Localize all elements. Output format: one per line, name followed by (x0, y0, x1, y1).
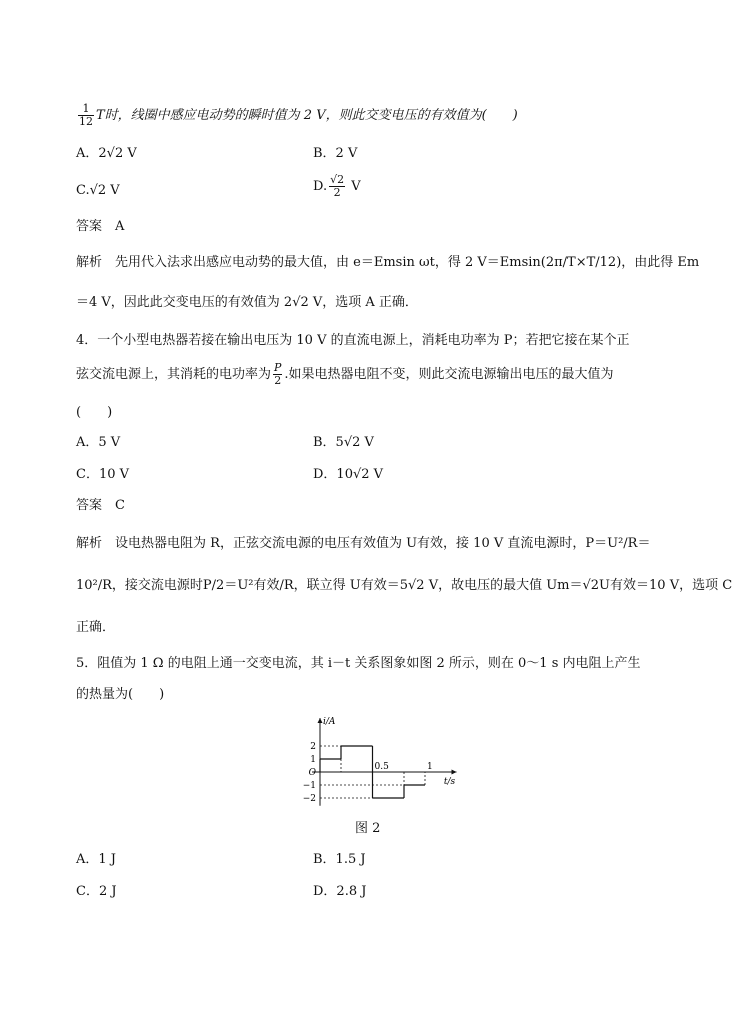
q4-stem-1: 4．一个小型电热器若接在输出电压为 10 V 的直流电源上，消耗电功率为 P；若把它接在某个正 (76, 333, 630, 348)
q3-option-d[interactable]: D. $\frac{√2}{2}$ V (313, 173, 361, 199)
q3-option-a[interactable]: A．2√2 V (76, 146, 137, 161)
q5-option-c[interactable]: C．2 J (76, 884, 117, 899)
q4-option-d[interactable]: D．10√2 V (313, 467, 384, 482)
y-axis-arrow (318, 718, 323, 723)
y-tick-label: −1 (302, 781, 316, 791)
q4-option-c[interactable]: C．10 V (76, 467, 130, 482)
q4-analysis-1: 解析 设电热器电阻为 R，正弦交流电源的电压有效值为 U有效，接 10 V 直流电源时，P＝U²/R＝ (76, 536, 651, 551)
q4-option-a[interactable]: A．5 V (76, 435, 121, 450)
x-axis-label: t/s (443, 777, 456, 787)
q3-fraction: $\frac{1}{12}$ (79, 102, 93, 128)
q5-option-b[interactable]: B．1.5 J (313, 852, 366, 867)
q3-option-c[interactable]: C.√2 V (76, 183, 120, 198)
q3-analysis-2: ＝4 V，因此此交变电压的有效值为 2√2 V，选项 A 正确． (76, 295, 418, 310)
figure-caption: 图 2 (355, 821, 381, 836)
q4-stem-3: ( ) (76, 405, 113, 420)
q3-stem: $\frac{1}{12}$ T时，线圈中感应电动势的瞬时值为 2 V，则此交变电压的有效值为( ) (79, 102, 518, 128)
q3-answer: 答案 A (76, 219, 125, 234)
x-tick-label: 1 (427, 762, 433, 772)
y-tick-label: 1 (310, 755, 316, 765)
q3-option-b[interactable]: B．2 V (313, 146, 358, 161)
graph-axes (303, 717, 457, 806)
q5-stem-1: 5．阻值为 1 Ω 的电阻上通一交变电流，其 i－t 关系图象如图 2 所示，则在 0～1 s 内电阻上产生 (76, 656, 641, 671)
y-tick-label: 2 (310, 742, 316, 752)
q4-stem-2: 弦交流电源上，其消耗的电功率为 $\frac{P}{2}$ .如果电热器电阻不变，则此交流电源输出电压的最大值为 (76, 361, 614, 387)
q5-option-d[interactable]: D．2.8 J (313, 884, 367, 899)
y-axis-label: i/A (323, 717, 336, 727)
x-axis-arrow (452, 770, 457, 775)
q5-stem-2: 的热量为( ) (76, 687, 165, 702)
q3-analysis-1: 解析 先用代入法求出感应电动势的最大值，由 e＝Emsin ωt，得 2 V＝Emsin(2π/T×T/12)，由此得 Em (76, 255, 700, 270)
q5-option-a[interactable]: A．1 J (76, 852, 117, 867)
q4-answer: 答案 C (76, 498, 125, 513)
q4-analysis-3: 正确． (76, 620, 116, 635)
y-tick-label: O (308, 768, 316, 778)
y-tick-label: −2 (302, 794, 316, 804)
x-tick-label: 0.5 (374, 762, 389, 772)
current-time-graph (290, 712, 456, 807)
q4-option-b[interactable]: B．5√2 V (313, 435, 374, 450)
q4-analysis-2: 10²/R，接交流电源时P/2＝U²有效/R，联立得 U有效＝5√2 V，故电压的最大值 Um＝√2U有效＝10 V，选项 C (76, 578, 733, 593)
